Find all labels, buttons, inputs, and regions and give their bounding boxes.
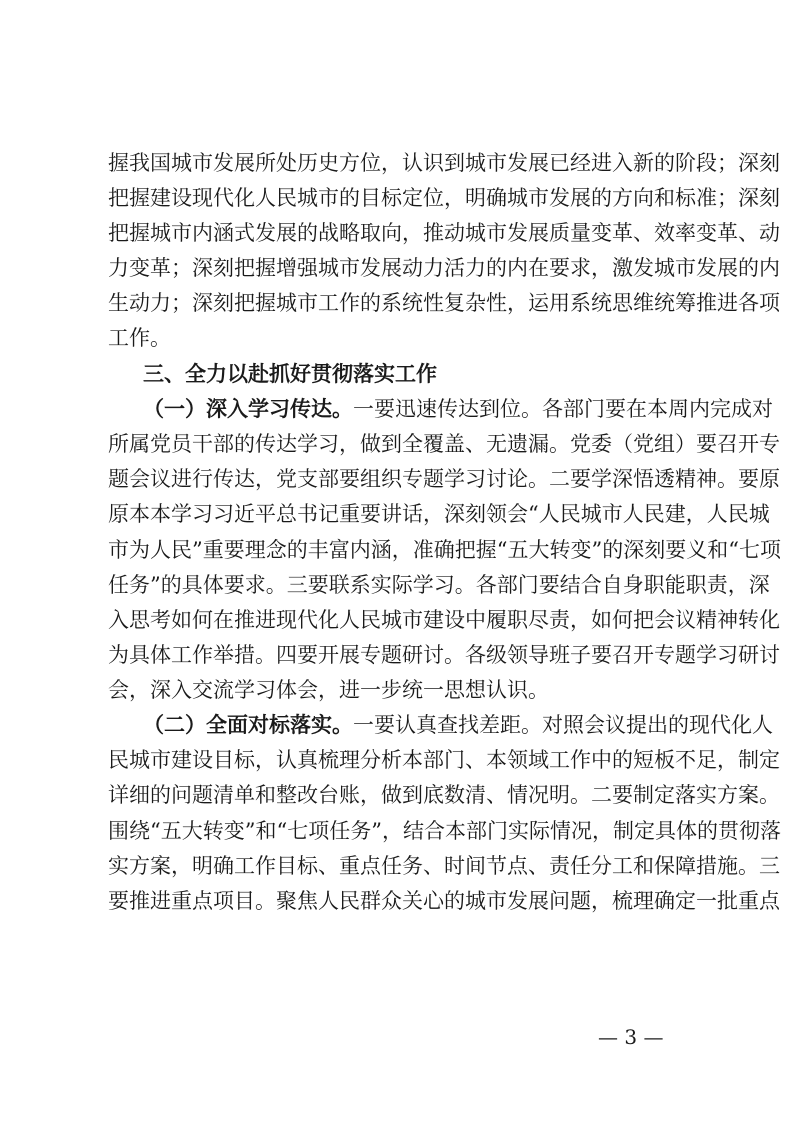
text-run: 一要迅速传达到位。各部门要在本周内完成对 <box>353 397 773 421</box>
text-line: 生动力；深刻把握城市工作的系统性复杂性，运用系统思维统筹推进各项 <box>108 291 780 315</box>
text-line: 会，深入交流学习体会，进一步统一思想认识。 <box>108 678 549 702</box>
text-line: 市为人民”重要理念的丰富内涵，准确把握“五大转变”的深刻要义和“七项 <box>108 538 781 562</box>
text-line: 任务”的具体要求。三要联系实际学习。各部门要结合自身职能职责，深 <box>108 573 770 597</box>
text-line: 所属党员干部的传达学习，做到全覆盖、无遗漏。党委（党组）要召开专 <box>108 432 780 456</box>
paragraph-first-line <box>143 396 773 422</box>
text-line: 把握建设现代化人民城市的目标定位，明确城市发展的方向和标准；深刻 <box>108 186 780 210</box>
text-line: 围绕“五大转变”和“七项任务”，结合本部门实际情况，制定具体的贯彻落 <box>108 819 781 843</box>
text-line: 原本本学习习近平总书记重要讲话，深刻领会“人民城市人民建，人民城 <box>108 502 770 526</box>
text-run: 一要认真查找差距。对照会议提出的现代化人 <box>353 713 773 737</box>
paragraph-first-line <box>143 712 773 738</box>
text-line: 要推进重点项目。聚焦人民群众关心的城市发展问题，梳理确定一批重点 <box>108 889 780 913</box>
text-line: 民城市建设目标，认真梳理分析本部门、本领域工作中的短板不足，制定 <box>108 748 780 772</box>
page-number: — 3 — <box>598 1025 664 1049</box>
text-line: 题会议进行传达，党支部要组织专题学习讨论。二要学深悟透精神。要原 <box>108 467 780 491</box>
text-line: 力变革；深刻把握增强城市发展动力活力的内在要求，激发城市发展的内 <box>108 256 780 280</box>
text-line: 详细的问题清单和整改台账，做到底数清、情况明。二要制定落实方案。 <box>108 783 780 807</box>
section-heading: 三、全力以赴抓好贯彻落实工作 <box>143 362 437 386</box>
text-line: 为具体工作举措。四要开展专题研讨。各级领导班子要召开专题学习研讨 <box>108 643 780 667</box>
text-line: 入思考如何在推进现代化人民城市建设中履职尽责，如何把会议精神转化 <box>108 608 780 632</box>
paragraph-lead: （二）全面对标落实。 <box>143 712 353 737</box>
text-line: 把握城市内涵式发展的战略取向，推动城市发展质量变革、效率变革、动 <box>108 221 780 245</box>
text-line: 工作。 <box>108 326 171 350</box>
text-line: 实方案，明确工作目标、重点任务、时间节点、责任分工和保障措施。三 <box>108 854 780 878</box>
text-line: 握我国城市发展所处历史方位，认识到城市发展已经进入新的阶段；深刻 <box>108 151 780 175</box>
paragraph-lead: （一）深入学习传达。 <box>143 396 353 421</box>
